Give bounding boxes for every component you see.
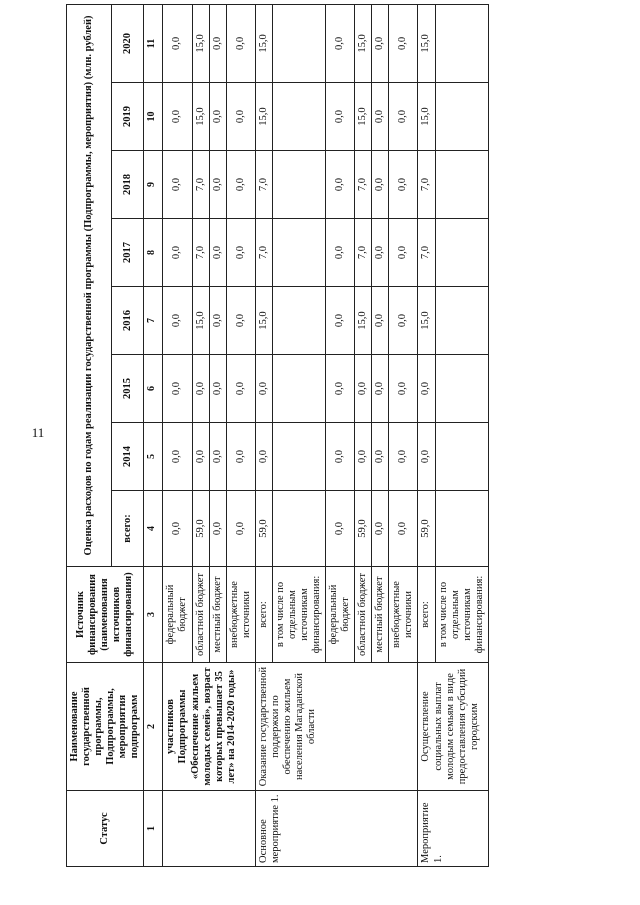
total-cell: 0,0 [226, 491, 255, 567]
total-cell: 59,0 [192, 491, 209, 567]
year-value-cell: 0,0 [389, 219, 418, 287]
column-index: 2 [144, 663, 163, 791]
header-year: 2014 [112, 423, 144, 491]
year-value-cell: 0,0 [226, 83, 255, 151]
total-cell: 59,0 [418, 491, 435, 567]
year-value-cell: 15,0 [355, 83, 372, 151]
column-index: 8 [144, 219, 163, 287]
year-value-cell: 0,0 [326, 151, 355, 219]
year-value-cell: 0,0 [372, 219, 389, 287]
source-cell: в том числе по отдельным источникам финансирования: [272, 567, 325, 663]
year-value-cell: 0,0 [163, 83, 192, 151]
year-value-cell: 0,0 [389, 423, 418, 491]
year-value-cell: 0,0 [163, 355, 192, 423]
status-cell: Основное мероприятие 1. [255, 791, 418, 867]
year-value-cell: 0,0 [372, 83, 389, 151]
column-index: 11 [144, 4, 163, 82]
year-value-cell: 15,0 [355, 4, 372, 82]
year-value-cell: 7,0 [192, 219, 209, 287]
total-cell: 0,0 [389, 491, 418, 567]
total-cell: 0,0 [209, 491, 226, 567]
source-cell: всего: [418, 567, 435, 663]
year-value-cell: 0,0 [209, 83, 226, 151]
year-value-cell: 0,0 [372, 151, 389, 219]
program-name-cell: Осуществление социальных выплат молодым семьям в виде предоставления субсидий городским [418, 663, 488, 791]
year-value-cell: 15,0 [255, 287, 272, 355]
year-value-cell: 0,0 [372, 355, 389, 423]
column-index: 3 [144, 567, 163, 663]
year-value-cell [435, 219, 488, 287]
year-value-cell: 0,0 [326, 83, 355, 151]
column-index: 1 [144, 791, 163, 867]
header-estimate: Оценка расходов по годам реализации государственной программы (Подпрограммы, мероприятия) (млн. рублей) [67, 4, 112, 566]
year-value-cell: 0,0 [226, 151, 255, 219]
year-value-cell: 0,0 [163, 219, 192, 287]
year-value-cell: 0,0 [418, 423, 435, 491]
total-cell: 59,0 [355, 491, 372, 567]
year-value-cell: 15,0 [355, 287, 372, 355]
source-cell: областной бюджет [355, 567, 372, 663]
year-value-cell: 0,0 [355, 423, 372, 491]
year-value-cell: 0,0 [163, 287, 192, 355]
year-value-cell: 0,0 [226, 355, 255, 423]
table-row [163, 4, 192, 866]
header-status: Статус [67, 791, 144, 867]
year-value-cell: 15,0 [255, 83, 272, 151]
year-value-cell: 0,0 [355, 355, 372, 423]
header-source: Источник финансирования (наименования источников финансирования) [67, 567, 144, 663]
table-body [163, 4, 488, 866]
header-year: 2017 [112, 219, 144, 287]
year-value-cell [272, 355, 325, 423]
year-value-cell: 0,0 [326, 287, 355, 355]
header-year: 2016 [112, 287, 144, 355]
source-cell: областной бюджет [192, 567, 209, 663]
year-value-cell: 0,0 [418, 355, 435, 423]
year-value-cell: 0,0 [255, 355, 272, 423]
year-value-cell: 0,0 [209, 151, 226, 219]
year-value-cell: 0,0 [372, 287, 389, 355]
year-value-cell [272, 287, 325, 355]
year-value-cell: 7,0 [355, 219, 372, 287]
column-index: 6 [144, 355, 163, 423]
source-cell: федеральный бюджет [326, 567, 355, 663]
year-value-cell: 0,0 [226, 423, 255, 491]
year-value-cell: 7,0 [192, 151, 209, 219]
year-value-cell: 0,0 [226, 4, 255, 82]
year-value-cell: 0,0 [209, 287, 226, 355]
year-value-cell: 0,0 [389, 151, 418, 219]
year-value-cell: 0,0 [389, 355, 418, 423]
header-total: всего: [112, 491, 144, 567]
source-cell: внебюджетные источники [226, 567, 255, 663]
status-cell [163, 791, 255, 867]
year-value-cell [272, 423, 325, 491]
year-value-cell: 15,0 [418, 4, 435, 82]
year-value-cell: 0,0 [163, 4, 192, 82]
total-cell: 0,0 [163, 491, 192, 567]
year-value-cell: 0,0 [372, 4, 389, 82]
year-value-cell: 0,0 [192, 423, 209, 491]
column-index-row [144, 4, 163, 866]
budget-table-page [66, 5, 542, 867]
status-cell: Мероприятие 1. [418, 791, 488, 867]
source-cell: всего: [255, 567, 272, 663]
header-name: Наименование государственной программы, Подпрограммы, мероприятия подпрограмм [67, 663, 144, 791]
year-value-cell: 0,0 [209, 4, 226, 82]
year-value-cell: 0,0 [209, 219, 226, 287]
total-cell: 0,0 [372, 491, 389, 567]
year-value-cell [435, 355, 488, 423]
year-value-cell [435, 287, 488, 355]
year-value-cell [435, 423, 488, 491]
table-row [418, 4, 435, 866]
year-value-cell: 15,0 [192, 287, 209, 355]
table-row [255, 4, 272, 866]
year-value-cell: 0,0 [163, 423, 192, 491]
year-value-cell: 0,0 [326, 423, 355, 491]
column-index: 5 [144, 423, 163, 491]
total-cell: 0,0 [326, 491, 355, 567]
year-value-cell: 7,0 [255, 219, 272, 287]
page-number: 11 [31, 425, 45, 440]
program-name-cell: Оказание государственной поддержки по обеспечению жильем населения Магаданской области [255, 663, 418, 791]
year-value-cell: 0,0 [372, 423, 389, 491]
source-cell: местный бюджет [372, 567, 389, 663]
year-value-cell: 0,0 [226, 219, 255, 287]
column-index: 9 [144, 151, 163, 219]
year-value-cell: 15,0 [418, 287, 435, 355]
year-value-cell: 7,0 [418, 219, 435, 287]
year-value-cell: 0,0 [389, 287, 418, 355]
header-year: 2020 [112, 4, 144, 82]
header-year: 2015 [112, 355, 144, 423]
header-year: 2018 [112, 151, 144, 219]
year-value-cell [435, 4, 488, 82]
year-value-cell: 0,0 [326, 355, 355, 423]
year-value-cell: 7,0 [355, 151, 372, 219]
column-index: 7 [144, 287, 163, 355]
total-cell [272, 491, 325, 567]
year-value-cell: 15,0 [192, 4, 209, 82]
year-value-cell: 0,0 [389, 4, 418, 82]
column-index: 4 [144, 491, 163, 567]
year-value-cell: 7,0 [418, 151, 435, 219]
source-cell: внебюджетные источники [389, 567, 418, 663]
budget-table [66, 4, 489, 867]
total-cell [435, 491, 488, 567]
year-value-cell: 15,0 [418, 83, 435, 151]
year-value-cell: 0,0 [389, 83, 418, 151]
year-value-cell: 0,0 [163, 151, 192, 219]
source-cell: в том числе по отдельным источникам финансирования: [435, 567, 488, 663]
source-cell: федеральный бюджет [163, 567, 192, 663]
year-value-cell: 0,0 [255, 423, 272, 491]
header-year: 2019 [112, 83, 144, 151]
program-name-cell: участников Подпрограммы «Обеспечение жильем молодых семей», возраст которых превышает 35 лет» на 2014-2020 годы» [163, 663, 255, 791]
year-value-cell: 0,0 [326, 4, 355, 82]
year-value-cell [272, 83, 325, 151]
year-value-cell: 15,0 [255, 4, 272, 82]
year-value-cell [435, 151, 488, 219]
year-value-cell: 7,0 [255, 151, 272, 219]
year-value-cell: 0,0 [226, 287, 255, 355]
year-value-cell: 0,0 [209, 355, 226, 423]
year-value-cell [272, 4, 325, 82]
year-value-cell: 0,0 [192, 355, 209, 423]
year-value-cell [435, 83, 488, 151]
total-cell: 59,0 [255, 491, 272, 567]
year-value-cell: 0,0 [326, 219, 355, 287]
year-value-cell [272, 151, 325, 219]
year-value-cell [272, 219, 325, 287]
source-cell: местный бюджет [209, 567, 226, 663]
year-value-cell: 0,0 [209, 423, 226, 491]
year-value-cell: 15,0 [192, 83, 209, 151]
column-index: 10 [144, 83, 163, 151]
